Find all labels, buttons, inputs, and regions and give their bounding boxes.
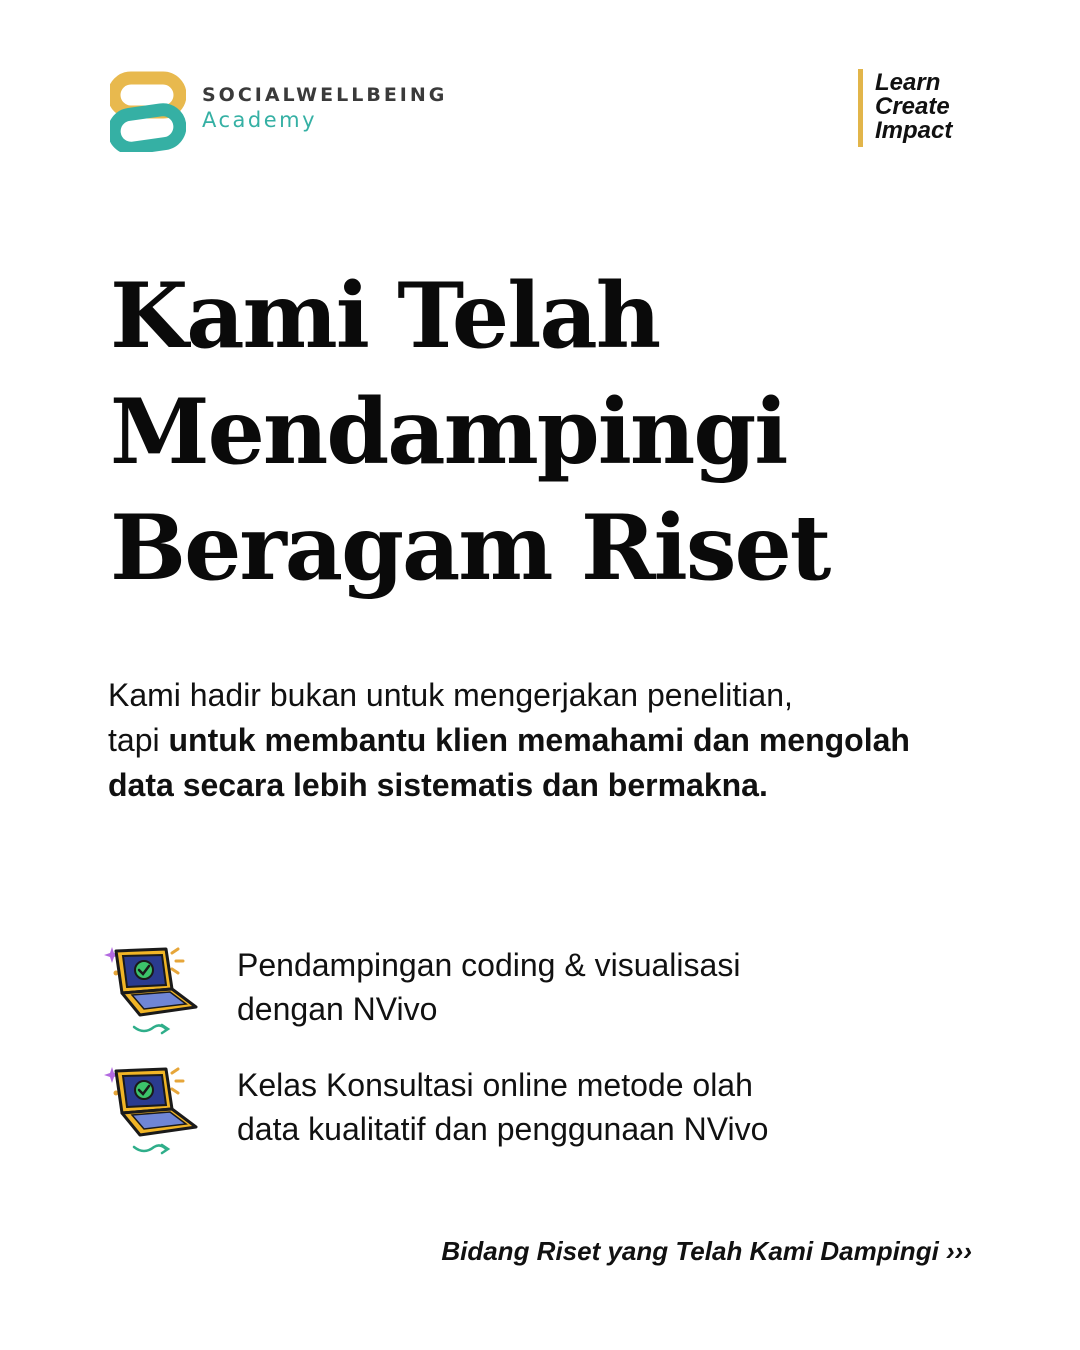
tagline-bar	[858, 69, 863, 147]
feature-item-2	[104, 1063, 984, 1163]
intro-paragraph	[108, 673, 968, 808]
title-line-1: Kami Telah	[110, 263, 660, 369]
brand-subtitle: Academy	[202, 108, 318, 132]
title-line-3: Beragam Riset	[110, 495, 830, 601]
tagline	[858, 69, 988, 147]
feature-1-line-2: dengan NVivo	[237, 991, 438, 1027]
feature-text-2	[237, 1063, 977, 1151]
tagline-word-create: Create	[875, 93, 950, 120]
feature-2-line-1: Kelas Konsultasi online metode olah	[237, 1067, 753, 1103]
feature-2-line-2: data kualitatif dan penggunaan NVivo	[237, 1111, 769, 1147]
tagline-word-learn: Learn	[875, 69, 941, 96]
page-title	[110, 258, 1010, 606]
infinity-logo-icon	[110, 68, 186, 152]
next-page-link[interactable]: Bidang Riset yang Telah Kami Dampingi ›››	[441, 1236, 972, 1266]
brand-logo	[110, 68, 450, 152]
feature-item-1	[104, 943, 984, 1043]
intro-text-2: tapi	[108, 722, 169, 758]
laptop-check-icon	[104, 1063, 200, 1159]
intro-bold-text: untuk membantu klien memahami dan mengolah data secara lebih sistematis dan bermakna.	[108, 722, 910, 803]
feature-1-line-1: Pendampingan coding & visualisasi	[237, 947, 741, 983]
tagline-word-impact: Impact	[875, 117, 953, 144]
laptop-check-icon	[104, 943, 200, 1039]
title-line-2: Mendampingi	[110, 379, 787, 485]
feature-text-1	[237, 943, 977, 1031]
intro-text-1: Kami hadir bukan untuk mengerjakan penelitian,	[108, 677, 793, 713]
brand-name: SOCIALWELLBEING	[202, 84, 448, 106]
